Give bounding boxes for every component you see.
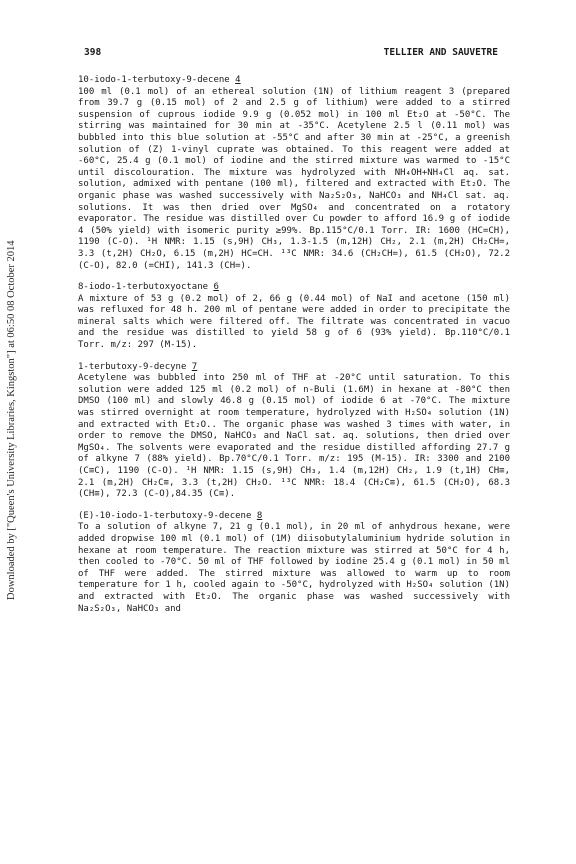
compound-number: 4: [235, 75, 241, 85]
procedure-text: Acetylene was bubbled into 250 ml of THF at -20°C until saturation. To this solution were added 125 ml (0.2 mol) of n-Buli (1.6M) in hexane at -80°C then DMSO (100 ml) and slowly 46.8 g (0.15 mol) of iodide 6 at -70°C. The mixture was stirred overnight at room temperature, hydrolyzed with H₂SO₄ solution (1N) and extracted with Et₂O.. The organic phase was washed 3 times with water, in order to remove the DMSO, NaHCO₃ and NaCl sat. aq. solutions, then dried over MgSO₄. The solvents were evaporated and the residue distilled affording 27.7 g of alkyne 7 (88% yield). Bp.70°C/0.1 Torr. m/z: 195 (M-15). IR: 3300 and 2100 (C≡C), 1190 (C-O). ¹H NMR: 1.15 (s,9H) CH₃, 1.4 (m,12H) CH₂, 1.9 (t,1H) CH≡, 2.1 (m,2H) CH₂C≡, 3.3 (t,2H) CH₂O. ¹³C NMR: 18.4 (CH₂C≡), 61.5 (CH₂O), 68.3 (CH≡), 72.3 (C-O),84.35 (C≡).: [78, 373, 510, 500]
compound-name: 8-iodo-1-terbutoxyoctane: [78, 282, 209, 293]
compound-number: 6: [213, 282, 219, 293]
compound-number: 7: [191, 361, 198, 372]
compound-heading: [78, 511, 510, 523]
compound-heading: [78, 282, 510, 294]
compound-heading: [78, 75, 510, 87]
experimental-section-1: [78, 75, 510, 272]
compound-name: (E)-10-iodo-1-terbutoxy-9-decene: [78, 510, 252, 521]
download-watermark: Downloaded by ["Queen's University Libraries, Kingston"] at 06:50 08 October 2014: [6, 240, 17, 600]
experimental-section-3: [78, 362, 510, 501]
procedure-text: 100 ml (0.1 mol) of an ethereal solution (1N) of lithium reagent 3 (prepared from 39.7 g (0.15 mol) of 2 and 2.5 g of lithium) were added to a stirred suspension of cuprous iodide 9.9 g (0.052 mol) in 100 ml Et₂O at -50°C. The stirring was maintained for 30 min at -35°C. Acetylene 2.5 l (0.11 mol) was bubbled into this blue solution at -55°C and after 30 min at -25°C, a greenish solution of (Z) 1-vinyl cuprate was obtained. To this reagent were added at -60°C, 25.4 g (0.1 mol) of iodine and the stirred mixture was warmed to -15°C until discolouration. The mixture was hydrolyzed with NH₄OH+NH₄Cl aq. sat. solution, admixed with pentane (100 ml), filtered and extracted with Et₂O. The organic phase was washed successively with Na₂S₂O₃, NaHCO₃ and NH₄Cl sat. aq. solutions. It was then dried over MgSO₄ and concentrated on a rotatory evaporator. The residue was distilled over Cu powder to afford 16.9 g of iodide 4 (50% yield) with isomeric purity ≥99%. Bp.115°C/0.1 Torr. IR: 1600 (HC=CH), 1190 (C-O). ¹H NMR: 1.15 (s,9H) CH₃, 1.3-1.5 (m,12H) CH₂, 2.1 (m,2H) CH₂CH=, 3.3 (t,2H) CH₂O, 6.15 (m,2H) HC=CH. ¹³C NMR: 34.6 (CH₂CH=), 61.5 (CH₂O), 72.2 (C-O), 82.0 (=CHI), 141.3 (CH=).: [78, 86, 510, 271]
compound-number: 8: [256, 510, 263, 521]
article-body: [78, 75, 510, 625]
experimental-section-4: [78, 511, 510, 615]
procedure-text: A mixture of 53 g (0.2 mol) of 2, 66 g (0.44 mol) of NaI and acetone (150 ml) was refluxed for 48 h. 200 ml of pentane were added in order to precipitate the mineral salts which were filtered off. The filtrate was concentrated in vacuo and the residue was distilled to yield 58 g of 6 (93% yield). Bp.110°C/0.1 Torr. m/z: 297 (M-15).: [78, 293, 510, 351]
compound-name: 10-iodo-1-terbutoxy-9-decene: [78, 75, 230, 85]
procedure-text: To a solution of alkyne 7, 21 g (0.1 mol), in 20 ml of anhydrous hexane, were added dropwise 100 ml (0.1 mol) of (1M) diisobutylaluminium hydride solution in hexane at room temperature. The reaction mixture was stirred at 50°C for 4 h, then cooled to -70°C. 50 ml of THF followed by iodine 25.4 g (0.1 mol) in 50 ml of THF were added. The stirred mixture was allowed to warm up to room temperature for 1 h, cooled again to -50°C, hydrolyzed with H₂SO₄ solution (1N) and extracted with Et₂O. The organic phase was washed successively with Na₂S₂O₃, NaHCO₃ and: [78, 522, 510, 614]
page-number: 398: [84, 47, 102, 58]
compound-heading: [78, 362, 510, 374]
running-head: TELLIER AND SAUVETRE: [383, 47, 498, 58]
experimental-section-2: [78, 282, 510, 352]
compound-name: 1-terbutoxy-9-decyne: [78, 361, 187, 372]
